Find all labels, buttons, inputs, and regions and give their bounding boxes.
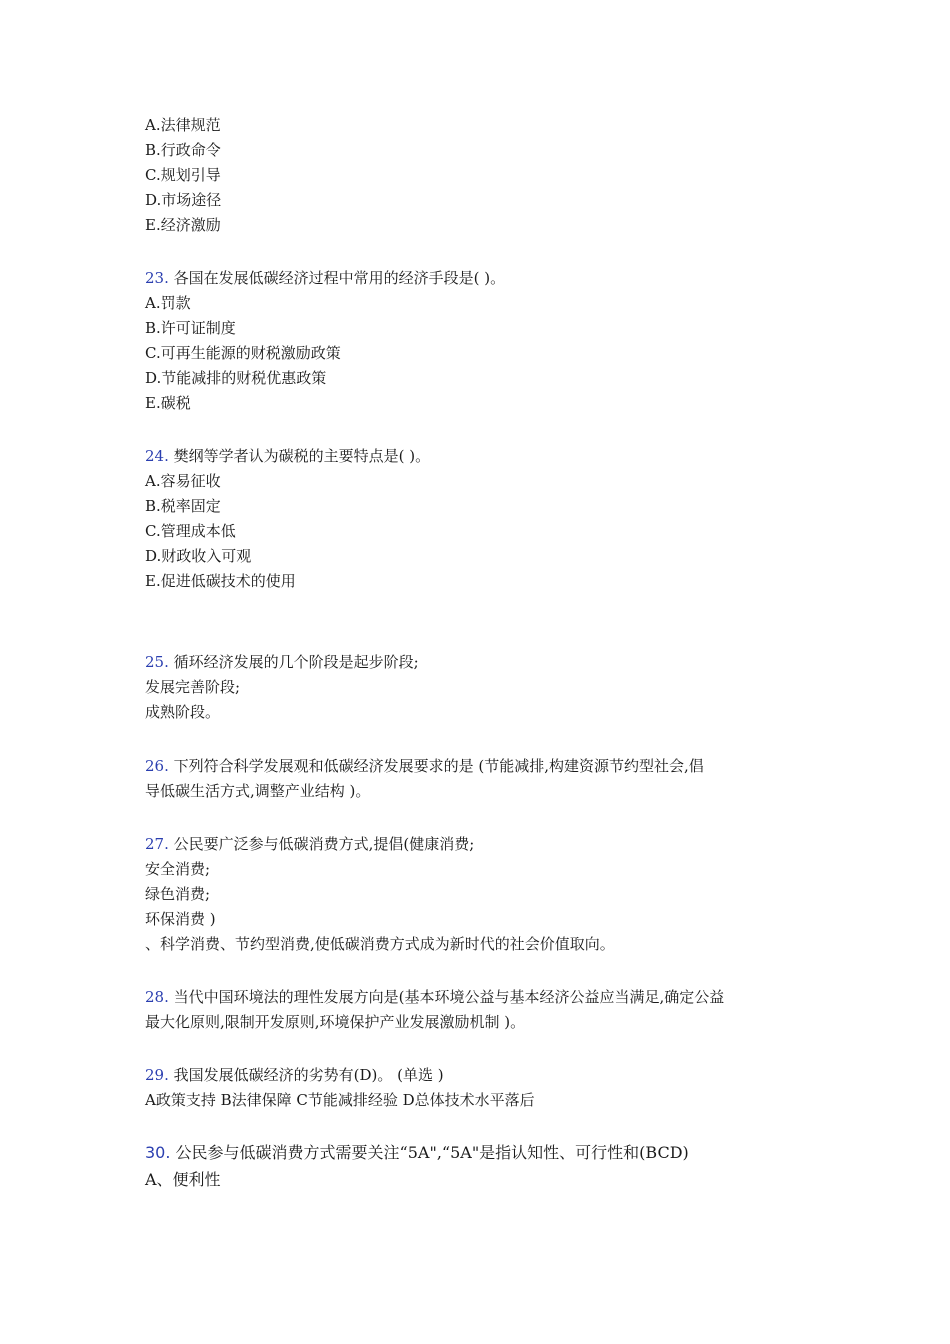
q23-number: 23. — [145, 269, 169, 287]
q28-text: 当代中国环境法的理性发展方向是(基本环境公益与基本经济公益应当满足,确定公益 — [173, 988, 725, 1006]
q24-option-d: D.财政收入可观 — [145, 547, 252, 565]
q23-option-b: B.许可证制度 — [145, 319, 236, 337]
q22-option-e: E.经济激励 — [145, 216, 221, 234]
q26-text: 下列符合科学发展观和低碳经济发展要求的是 (节能减排,构建资源节约型社会,倡 — [173, 757, 704, 775]
q25-question — [145, 652, 419, 672]
q26-question — [145, 756, 704, 776]
q26-line-2: 导低碳生活方式,调整产业结构 )。 — [145, 782, 371, 800]
q29-number: 29. — [145, 1066, 169, 1084]
q24-text: 樊纲等学者认为碳税的主要特点是( )。 — [173, 447, 431, 465]
q23-question — [145, 268, 505, 288]
q25-text: 循环经济发展的几个阶段是起步阶段; — [173, 653, 419, 671]
q29-line-2: A政策支持 B法律保障 C节能减排经验 D总体技术水平落后 — [145, 1091, 535, 1109]
q24-question — [145, 446, 430, 466]
q25-line-2: 发展完善阶段; — [145, 678, 241, 696]
q27-line-3: 绿色消费; — [145, 885, 211, 903]
q30-question — [145, 1143, 689, 1163]
q29-question — [145, 1065, 444, 1085]
q23-option-c: C.可再生能源的财税激励政策 — [145, 344, 341, 362]
q30-line-2: A、便利性 — [145, 1170, 221, 1189]
q24-option-a: A.容易征收 — [145, 472, 221, 490]
q25-number: 25. — [145, 653, 169, 671]
q23-option-a: A.罚款 — [145, 294, 191, 312]
q25-line-3: 成熟阶段。 — [145, 703, 221, 721]
q24-number: 24. — [145, 447, 169, 465]
q24-option-e: E.促进低碳技术的使用 — [145, 572, 296, 590]
q28-number: 28. — [145, 988, 169, 1006]
q23-option-e: E.碳税 — [145, 394, 191, 412]
q24-option-b: B.税率固定 — [145, 497, 221, 515]
q27-question — [145, 834, 474, 854]
q29-text: 我国发展低碳经济的劣势有(D)。 (单选 ) — [173, 1066, 444, 1084]
q27-number: 27. — [145, 835, 169, 853]
q22-option-c: C.规划引导 — [145, 166, 221, 184]
q30-number: 30. — [145, 1143, 171, 1162]
q28-question — [145, 987, 724, 1007]
q22-option-a: A.法律规范 — [145, 116, 221, 134]
q22-option-d: D.市场途径 — [145, 191, 222, 209]
q27-text: 公民要广泛参与低碳消费方式,提倡(健康消费; — [173, 835, 475, 853]
q27-line-5: 、科学消费、节约型消费,使低碳消费方式成为新时代的社会价值取向。 — [145, 935, 615, 953]
q22-option-b: B.行政命令 — [145, 141, 221, 159]
q27-line-4: 环保消费 ) — [145, 910, 216, 928]
q26-number: 26. — [145, 757, 169, 775]
q27-line-2: 安全消费; — [145, 860, 211, 878]
q30-text: 公民参与低碳消费方式需要关注“5A",“5A"是指认知性、可行性和(BCD) — [175, 1143, 689, 1162]
q24-option-c: C.管理成本低 — [145, 522, 236, 540]
q28-line-2: 最大化原则,限制开发原则,环境保护产业发展激励机制 )。 — [145, 1013, 526, 1031]
q23-text: 各国在发展低碳经济过程中常用的经济手段是( )。 — [173, 269, 506, 287]
q23-option-d: D.节能减排的财税优惠政策 — [145, 369, 327, 387]
